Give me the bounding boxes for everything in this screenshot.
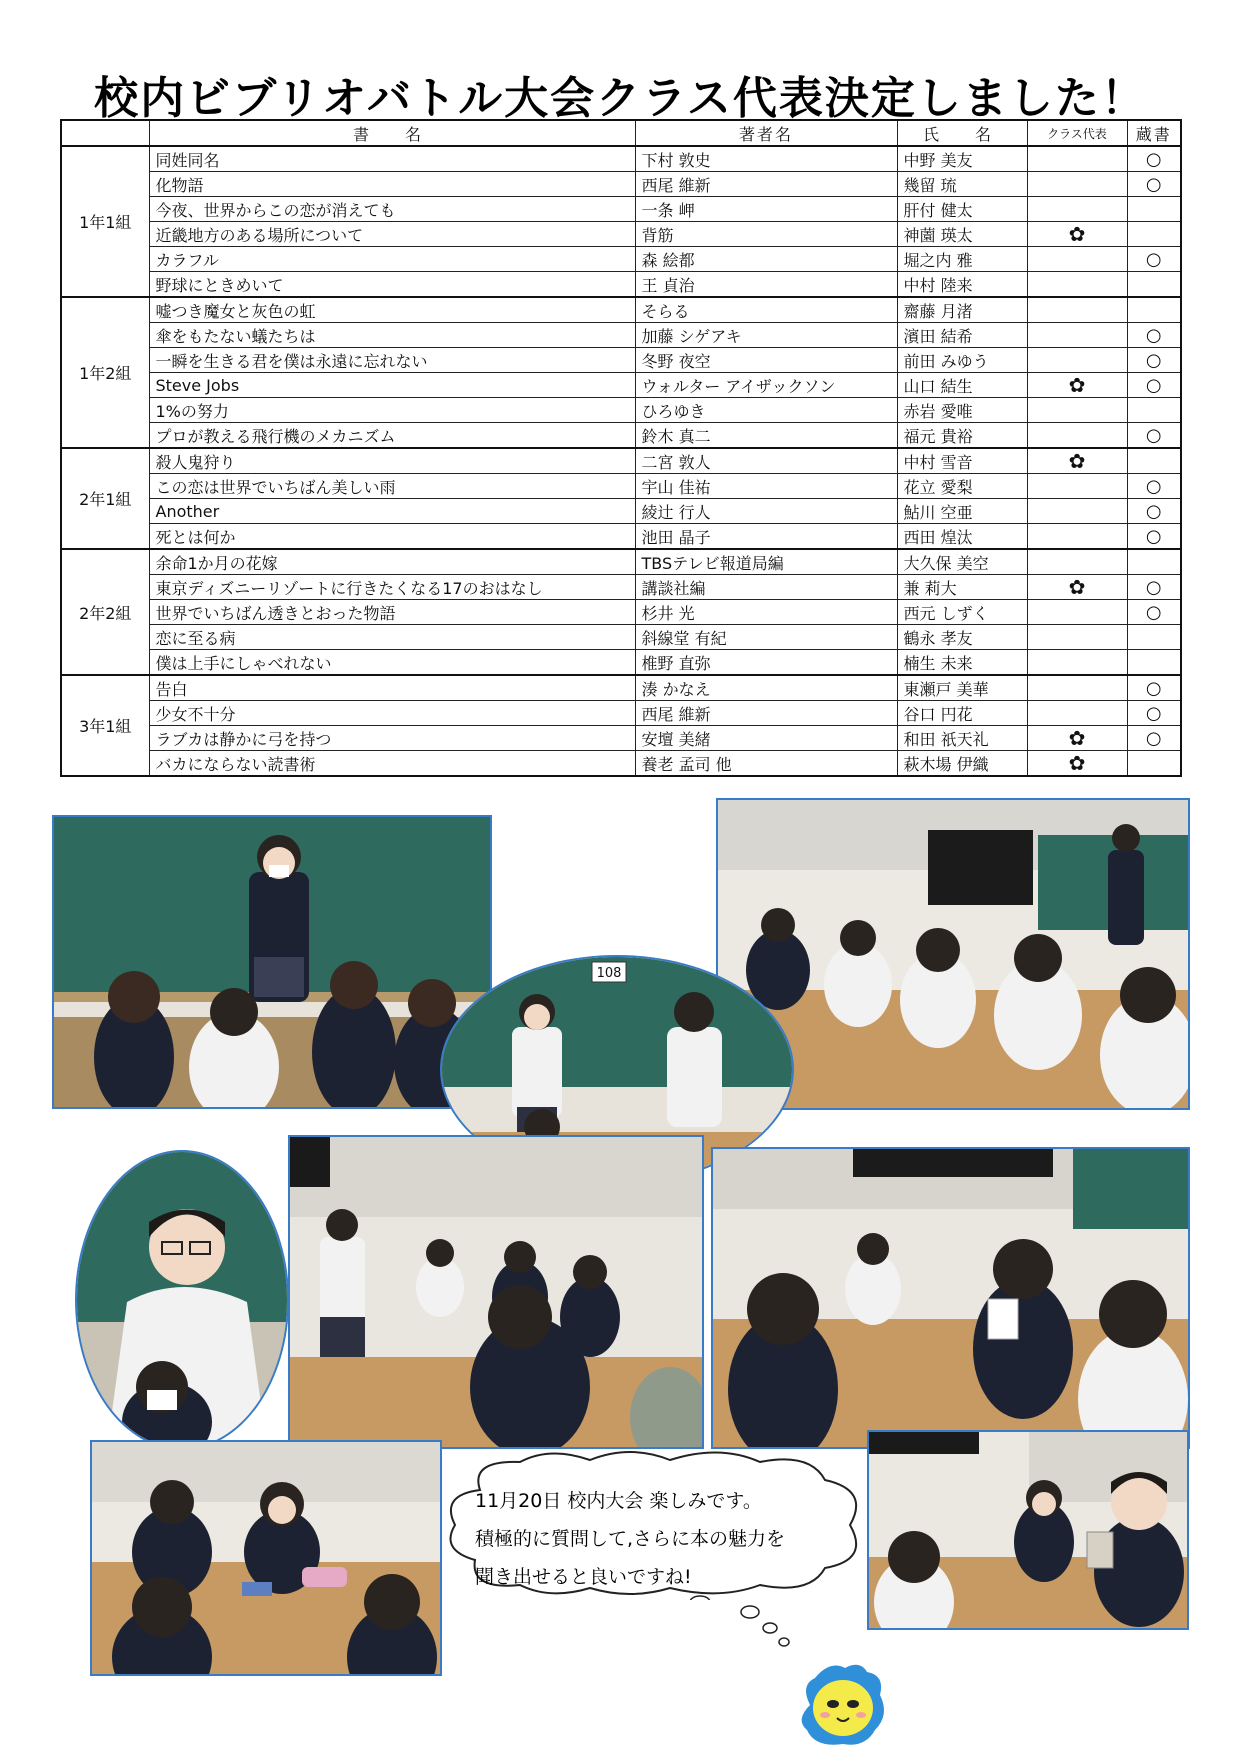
table-row: [61, 549, 1181, 575]
author-cell: 西尾 維新: [635, 701, 897, 726]
table-row: [61, 247, 1181, 272]
representative-cell: [1027, 549, 1127, 575]
book-cell: 同姓同名: [149, 146, 635, 172]
representative-cell: [1027, 146, 1127, 172]
library-cell: [1127, 549, 1181, 575]
library-cell: [1127, 575, 1181, 600]
representative-cell: [1027, 650, 1127, 676]
name-cell: 東瀬戸 美華: [897, 675, 1027, 701]
name-cell: 和田 祇天礼: [897, 726, 1027, 751]
name-cell: 中村 雪音: [897, 448, 1027, 474]
name-cell: 幾留 琉: [897, 172, 1027, 197]
representative-cell: [1027, 600, 1127, 625]
representative-cell: [1027, 701, 1127, 726]
author-cell: 森 絵都: [635, 247, 897, 272]
book-cell: 傘をもたない蟻たちは: [149, 323, 635, 348]
circle-icon: ○: [1145, 349, 1162, 371]
mascot-icon: [795, 1660, 890, 1750]
table-row: [61, 172, 1181, 197]
circle-icon: ○: [1145, 702, 1162, 724]
representative-cell: [1027, 398, 1127, 423]
speech-line-2: 積極的に質問して,さらに本の魅力を: [475, 1528, 786, 1550]
library-cell: [1127, 701, 1181, 726]
class-label: 1年1組: [61, 146, 149, 297]
book-cell: バカにならない読書術: [149, 751, 635, 777]
author-cell: 講談社編: [635, 575, 897, 600]
book-cell: 世界でいちばん透きとおった物語: [149, 600, 635, 625]
photo-presenter-chalkboard: [52, 815, 492, 1109]
library-cell: [1127, 247, 1181, 272]
author-cell: ウォルター アイザックソン: [635, 373, 897, 398]
name-cell: 大久保 美空: [897, 549, 1027, 575]
library-cell: [1127, 524, 1181, 550]
table-row: [61, 701, 1181, 726]
table-row: [61, 675, 1181, 701]
flower-icon: ✿: [1068, 449, 1086, 473]
name-cell: 中野 美友: [897, 146, 1027, 172]
representative-cell: [1027, 423, 1127, 449]
table-row: [61, 524, 1181, 550]
class-label: 2年2組: [61, 549, 149, 675]
table-row: [61, 373, 1181, 398]
library-cell: [1127, 499, 1181, 524]
representative-cell: [1027, 297, 1127, 323]
library-cell: [1127, 272, 1181, 298]
header-representative: クラス代表: [1027, 120, 1127, 146]
circle-icon: ○: [1145, 576, 1162, 598]
name-cell: 福元 貴裕: [897, 423, 1027, 449]
table-row: [61, 448, 1181, 474]
speech-line-1: 11月20日 校内大会 楽しみです。: [475, 1490, 762, 1512]
table-row: [61, 474, 1181, 499]
book-cell: この恋は世界でいちばん美しい雨: [149, 474, 635, 499]
author-cell: 下村 敦史: [635, 146, 897, 172]
representative-cell: [1027, 348, 1127, 373]
circle-icon: ○: [1145, 173, 1162, 195]
representative-cell: [1027, 272, 1127, 298]
book-cell: 嘘つき魔女と灰色の虹: [149, 297, 635, 323]
circle-icon: ○: [1145, 525, 1162, 547]
flower-icon: ✿: [1068, 222, 1086, 246]
flower-icon: ✿: [1068, 373, 1086, 397]
room-number-sign: 108: [596, 966, 622, 981]
book-cell: 死とは何か: [149, 524, 635, 550]
book-cell: 今夜、世界からこの恋が消えても: [149, 197, 635, 222]
name-cell: 中村 陸来: [897, 272, 1027, 298]
representative-cell: [1027, 524, 1127, 550]
representative-cell: [1027, 448, 1127, 474]
page-title: 校内ビブリオバトル大会クラス代表決定しました！: [94, 73, 1147, 124]
library-cell: [1127, 625, 1181, 650]
representative-cell: [1027, 675, 1127, 701]
author-cell: 王 貞治: [635, 272, 897, 298]
library-cell: [1127, 197, 1181, 222]
name-cell: 鮎川 空亜: [897, 499, 1027, 524]
circle-icon: ○: [1145, 324, 1162, 346]
representative-cell: [1027, 575, 1127, 600]
name-cell: 濱田 結希: [897, 323, 1027, 348]
library-cell: [1127, 323, 1181, 348]
representative-cell: [1027, 751, 1127, 777]
author-cell: 杉井 光: [635, 600, 897, 625]
library-cell: [1127, 348, 1181, 373]
book-table: [60, 119, 1182, 777]
book-cell: 殺人鬼狩り: [149, 448, 635, 474]
book-cell: Steve Jobs: [149, 373, 635, 398]
table-row: [61, 625, 1181, 650]
representative-cell: [1027, 474, 1127, 499]
circle-icon: ○: [1145, 148, 1162, 170]
name-cell: 齋藤 月渚: [897, 297, 1027, 323]
circle-icon: ○: [1145, 248, 1162, 270]
representative-cell: [1027, 247, 1127, 272]
representative-cell: [1027, 323, 1127, 348]
author-cell: 池田 晶子: [635, 524, 897, 550]
header-library: 蔵書: [1127, 120, 1181, 146]
representative-cell: [1027, 373, 1127, 398]
name-cell: 楠生 未来: [897, 650, 1027, 676]
name-cell: 兼 莉大: [897, 575, 1027, 600]
library-cell: [1127, 675, 1181, 701]
book-cell: 野球にときめいて: [149, 272, 635, 298]
photo-pair-discussion: [867, 1430, 1189, 1630]
flower-icon: ✿: [1068, 751, 1086, 775]
library-cell: [1127, 600, 1181, 625]
book-cell: Another: [149, 499, 635, 524]
name-cell: 前田 みゆう: [897, 348, 1027, 373]
photo-group-table: [90, 1440, 442, 1676]
table-row: [61, 348, 1181, 373]
author-cell: 椎野 直弥: [635, 650, 897, 676]
class-label: 2年1組: [61, 448, 149, 549]
table-row: [61, 499, 1181, 524]
book-cell: 僕は上手にしゃべれない: [149, 650, 635, 676]
book-cell: 告白: [149, 675, 635, 701]
circle-icon: ○: [1145, 727, 1162, 749]
table-row: [61, 751, 1181, 777]
representative-cell: [1027, 625, 1127, 650]
header-book: 書 名: [149, 120, 635, 146]
photo-discussion-book: [711, 1147, 1190, 1449]
name-cell: 萩木場 伊織: [897, 751, 1027, 777]
author-cell: 宇山 佳祐: [635, 474, 897, 499]
representative-cell: [1027, 172, 1127, 197]
table-row: [61, 323, 1181, 348]
author-cell: 安壇 美緒: [635, 726, 897, 751]
library-cell: [1127, 222, 1181, 247]
representative-cell: [1027, 726, 1127, 751]
library-cell: [1127, 474, 1181, 499]
book-cell: 少女不十分: [149, 701, 635, 726]
author-cell: 二宮 敦人: [635, 448, 897, 474]
author-cell: 西尾 維新: [635, 172, 897, 197]
author-cell: 斜線堂 有紀: [635, 625, 897, 650]
name-cell: 西田 煌汰: [897, 524, 1027, 550]
book-cell: 化物語: [149, 172, 635, 197]
circle-icon: ○: [1145, 601, 1162, 623]
class-label: 1年2組: [61, 297, 149, 448]
library-cell: [1127, 146, 1181, 172]
flower-icon: ✿: [1068, 726, 1086, 750]
author-cell: 湊 かなえ: [635, 675, 897, 701]
table-row: [61, 423, 1181, 449]
photo-classroom-standing-girl: [288, 1135, 704, 1449]
name-cell: 赤岩 愛唯: [897, 398, 1027, 423]
author-cell: 加藤 シゲアキ: [635, 323, 897, 348]
book-cell: 一瞬を生きる君を僕は永遠に忘れない: [149, 348, 635, 373]
header-class: [61, 120, 149, 146]
representative-cell: [1027, 222, 1127, 247]
speech-line-3: 聞き出せると良いですね!: [475, 1566, 692, 1588]
library-cell: [1127, 172, 1181, 197]
name-cell: 神薗 瑛太: [897, 222, 1027, 247]
name-cell: 堀之内 雅: [897, 247, 1027, 272]
book-table-body: [61, 146, 1181, 776]
name-cell: 山口 結生: [897, 373, 1027, 398]
book-cell: カラフル: [149, 247, 635, 272]
book-cell: 余命1か月の花嫁: [149, 549, 635, 575]
library-cell: [1127, 726, 1181, 751]
author-cell: そらる: [635, 297, 897, 323]
table-row: [61, 297, 1181, 323]
name-cell: 鶴永 孝友: [897, 625, 1027, 650]
circle-icon: ○: [1145, 475, 1162, 497]
library-cell: [1127, 650, 1181, 676]
name-cell: 西元 しずく: [897, 600, 1027, 625]
class-label: 3年1組: [61, 675, 149, 776]
table-row: [61, 222, 1181, 247]
library-cell: [1127, 448, 1181, 474]
table-row: [61, 272, 1181, 298]
table-header-row: [61, 120, 1181, 146]
table-row: [61, 146, 1181, 172]
book-cell: 近畿地方のある場所について: [149, 222, 635, 247]
representative-cell: [1027, 197, 1127, 222]
flower-icon: ✿: [1068, 575, 1086, 599]
photo-oval-glasses-boy: [75, 1150, 289, 1450]
name-cell: 花立 愛梨: [897, 474, 1027, 499]
header-name: 氏 名: [897, 120, 1027, 146]
library-cell: [1127, 751, 1181, 777]
name-cell: 谷口 円花: [897, 701, 1027, 726]
book-cell: プロが教える飛行機のメカニズム: [149, 423, 635, 449]
table-row: [61, 600, 1181, 625]
table-row: [61, 575, 1181, 600]
table-row: [61, 726, 1181, 751]
author-cell: 冬野 夜空: [635, 348, 897, 373]
library-cell: [1127, 398, 1181, 423]
author-cell: 養老 孟司 他: [635, 751, 897, 777]
author-cell: TBSテレビ報道局編: [635, 549, 897, 575]
circle-icon: ○: [1145, 424, 1162, 446]
author-cell: ひろゆき: [635, 398, 897, 423]
circle-icon: ○: [1145, 677, 1162, 699]
author-cell: 綾辻 行人: [635, 499, 897, 524]
table-row: [61, 398, 1181, 423]
author-cell: 背筋: [635, 222, 897, 247]
representative-cell: [1027, 499, 1127, 524]
header-author: 著者名: [635, 120, 897, 146]
speech-text: [475, 1482, 855, 1596]
table-row: [61, 197, 1181, 222]
library-cell: [1127, 423, 1181, 449]
library-cell: [1127, 297, 1181, 323]
circle-icon: ○: [1145, 374, 1162, 396]
thought-dots: [740, 1604, 800, 1654]
book-cell: ラブカは静かに弓を持つ: [149, 726, 635, 751]
book-cell: 東京ディズニーリゾートに行きたくなる17のおはなし: [149, 575, 635, 600]
book-cell: 1%の努力: [149, 398, 635, 423]
book-cell: 恋に至る病: [149, 625, 635, 650]
name-cell: 肝付 健太: [897, 197, 1027, 222]
author-cell: 一条 岬: [635, 197, 897, 222]
library-cell: [1127, 373, 1181, 398]
author-cell: 鈴木 真二: [635, 423, 897, 449]
table-row: [61, 650, 1181, 676]
circle-icon: ○: [1145, 500, 1162, 522]
